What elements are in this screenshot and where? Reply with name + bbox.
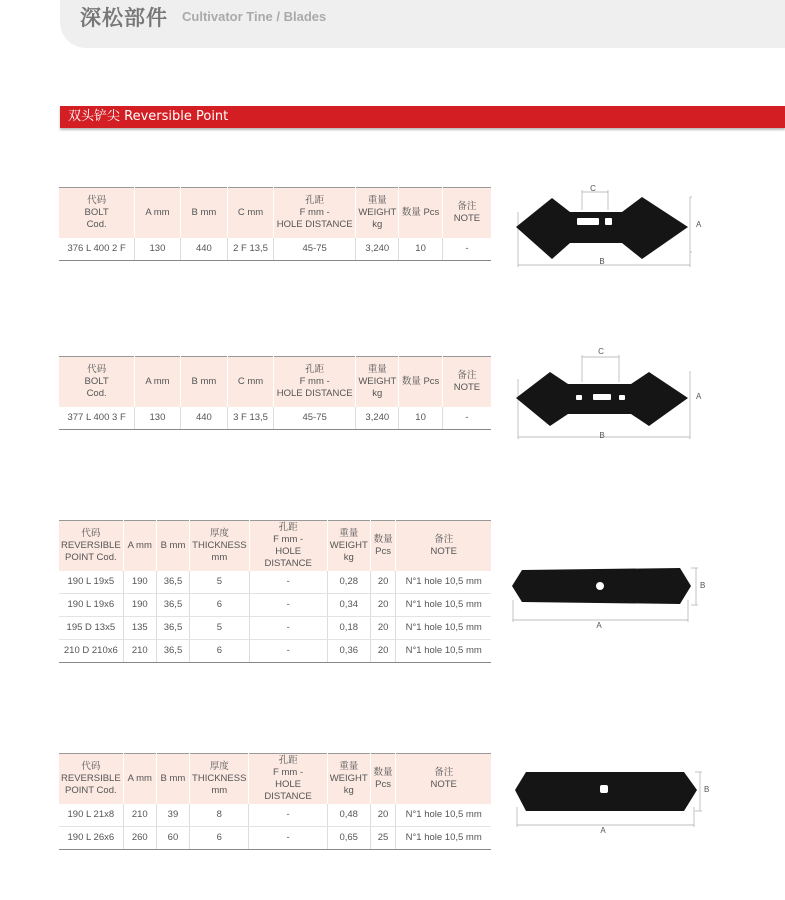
table-cell: 260 (123, 826, 156, 849)
page-title-cn: 深松部件 (80, 6, 168, 30)
column-header: 孔距 F mm - HOLE DISTANCE (249, 521, 327, 571)
table-cell: N°1 hole 10,5 mm (396, 639, 491, 662)
table-cell: 20 (370, 639, 396, 662)
table-cell: 36,5 (156, 616, 189, 639)
drawing-2-a-label: A (696, 392, 702, 401)
table-cell: 3,240 (356, 407, 399, 430)
spec-table-3 (59, 520, 491, 663)
column-header: 孔距 F mm - HOLE DISTANCE (249, 754, 327, 804)
column-header: 重量 WEIGHT kg (356, 357, 399, 407)
column-header: 孔距 F mm - HOLE DISTANCE (273, 188, 355, 238)
table-cell: 0,18 (327, 616, 370, 639)
table-row (59, 616, 491, 639)
column-header: 代码 BOLT Cod. (59, 188, 135, 238)
table-cell: 25 (370, 826, 396, 849)
spec-table-4 (59, 753, 491, 850)
column-header: 数量 Pcs (399, 357, 443, 407)
table-cell: 0,34 (327, 593, 370, 616)
column-header: 备注 NOTE (442, 188, 491, 238)
table-row (59, 407, 491, 430)
column-header: 厚度 THICKNESS mm (190, 754, 249, 804)
table-cell: 60 (156, 826, 189, 849)
table-cell: 10 (399, 407, 443, 430)
column-header: C mm (228, 357, 274, 407)
column-header: 备注 NOTE (396, 754, 491, 804)
table-cell: - (249, 639, 327, 662)
table-cell: 135 (123, 616, 156, 639)
table-cell: 190 L 21x8 (59, 804, 123, 827)
drawing-3-b-label: B (700, 581, 706, 590)
table-cell: 5 (190, 571, 249, 594)
table-cell: 2 F 13,5 (228, 238, 274, 261)
table-row (59, 238, 491, 261)
table-cell: - (249, 616, 327, 639)
table-cell: 440 (180, 407, 227, 430)
table-cell: - (249, 571, 327, 594)
table-cell: N°1 hole 10,5 mm (396, 826, 491, 849)
column-header: A mm (135, 357, 180, 407)
table-cell: 6 (190, 826, 249, 849)
column-header: B mm (180, 357, 227, 407)
table-cell: - (442, 238, 491, 261)
table-cell: 190 (123, 571, 156, 594)
table-cell: N°1 hole 10,5 mm (396, 616, 491, 639)
drawing-4-b-label: B (704, 785, 710, 794)
table-cell: N°1 hole 10,5 mm (396, 593, 491, 616)
spec-table-1 (59, 187, 491, 261)
table-cell: 8 (190, 804, 249, 827)
drawing-3-a-label: A (596, 621, 602, 630)
table-cell: 0,48 (327, 804, 370, 827)
table-cell: 10 (399, 238, 443, 261)
table-cell: 190 L 19x6 (59, 593, 123, 616)
table-cell: 6 (190, 593, 249, 616)
column-header: 孔距 F mm - HOLE DISTANCE (273, 357, 355, 407)
drawing-1-c-label: C (590, 184, 596, 193)
table-cell: 20 (370, 571, 396, 594)
drawing-blade-3 (508, 560, 708, 635)
table-cell: 3 F 13,5 (228, 407, 274, 430)
column-header: B mm (180, 188, 227, 238)
table-cell: 377 L 400 3 F (59, 407, 135, 430)
drawing-2-b-label: B (599, 431, 605, 440)
column-header: 代码 BOLT Cod. (59, 357, 135, 407)
table-cell: 20 (370, 616, 396, 639)
column-header: 备注 NOTE (396, 521, 491, 571)
section-banner (60, 106, 785, 128)
column-header: B mm (156, 521, 189, 571)
table-cell: 210 D 210x6 (59, 639, 123, 662)
table-cell: 45-75 (273, 238, 355, 261)
column-header: 厚度 THICKNESS mm (190, 521, 249, 571)
table-cell: - (249, 826, 327, 849)
column-header: A mm (123, 754, 156, 804)
table-cell: 0,36 (327, 639, 370, 662)
table-row (59, 826, 491, 849)
spec-table-2 (59, 356, 491, 430)
column-header: 重量 WEIGHT kg (327, 754, 370, 804)
column-header: 数量 Pcs (399, 188, 443, 238)
column-header: 数量 Pcs (370, 754, 396, 804)
table-cell: 210 (123, 639, 156, 662)
table-cell: 20 (370, 593, 396, 616)
table-cell: 376 L 400 2 F (59, 238, 135, 261)
table-cell: 0,65 (327, 826, 370, 849)
table-cell: 36,5 (156, 571, 189, 594)
table-cell: 130 (135, 238, 180, 261)
table-cell: 0,28 (327, 571, 370, 594)
table-cell: N°1 hole 10,5 mm (396, 804, 491, 827)
drawing-2-c-label: C (598, 347, 604, 356)
table-row (59, 639, 491, 662)
table-cell: 5 (190, 616, 249, 639)
column-header: 数量 Pcs (370, 521, 396, 571)
table-cell: - (249, 593, 327, 616)
table-cell: - (442, 407, 491, 430)
drawing-blade-2 (510, 347, 710, 442)
table-cell: 190 (123, 593, 156, 616)
table-row (59, 593, 491, 616)
table-cell: 440 (180, 238, 227, 261)
column-header: A mm (135, 188, 180, 238)
table-cell: 210 (123, 804, 156, 827)
table-cell: 20 (370, 804, 396, 827)
column-header: 重量 WEIGHT kg (327, 521, 370, 571)
drawing-4-a-label: A (600, 826, 606, 835)
table-cell: 195 D 13x5 (59, 616, 123, 639)
table-cell: N°1 hole 10,5 mm (396, 571, 491, 594)
column-header: 备注 NOTE (442, 357, 491, 407)
table-row (59, 804, 491, 827)
drawing-blade-1 (510, 180, 710, 270)
column-header: 代码 REVERSIBLE POINT Cod. (59, 521, 123, 571)
drawing-1-a-label: A (696, 220, 702, 229)
table-cell: 36,5 (156, 593, 189, 616)
column-header: 代码 REVERSIBLE POINT Cod. (59, 754, 123, 804)
section-title: 双头铲尖 Reversible Point (68, 109, 229, 124)
table-cell: 36,5 (156, 639, 189, 662)
blade-shape-1 (516, 197, 688, 259)
table-cell: 190 L 26x6 (59, 826, 123, 849)
drawing-1-b-label: B (599, 257, 605, 266)
page-title-en: Cultivator Tine / Blades (182, 9, 327, 24)
column-header: B mm (156, 754, 189, 804)
column-header: 重量 WEIGHT kg (356, 188, 399, 238)
table-cell: 45-75 (273, 407, 355, 430)
column-header: A mm (123, 521, 156, 571)
table-row (59, 571, 491, 594)
table-cell: 130 (135, 407, 180, 430)
table-cell: 39 (156, 804, 189, 827)
table-cell: 3,240 (356, 238, 399, 261)
drawing-blade-4 (512, 765, 712, 840)
column-header: C mm (228, 188, 274, 238)
table-cell: 190 L 19x5 (59, 571, 123, 594)
table-cell: 6 (190, 639, 249, 662)
header-bar (60, 0, 785, 48)
table-cell: - (249, 804, 327, 827)
